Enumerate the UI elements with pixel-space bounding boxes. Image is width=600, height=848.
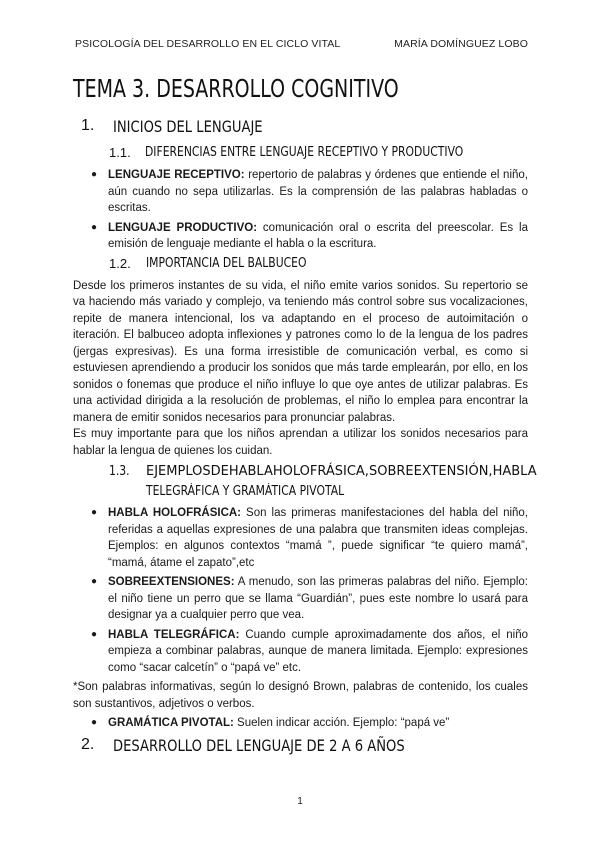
list-item [73, 167, 528, 217]
subsection-1-1-heading [73, 145, 528, 167]
page-number: 1 [297, 796, 303, 807]
list-item-text: comunicación oral o escrita del preescolar. Es la emisión de lenguaje mediante el habla o la escritura. [108, 221, 528, 250]
bullet-icon: ● [91, 576, 98, 587]
section-1-number: 1. [81, 117, 95, 134]
list-item-term: HABLA HOLOFRÁSICA: [108, 507, 242, 519]
bullet-icon: ● [91, 221, 98, 233]
bullet-list-ejemplos [73, 505, 528, 676]
subsection-1-1-number: 1.1. [109, 145, 131, 160]
list-item-term: SOBREEXTENSIONES: [108, 576, 235, 588]
list-item [73, 715, 528, 732]
subsection-1-2-heading [73, 256, 528, 278]
subsection-1-2-number: 1.2. [109, 255, 131, 271]
bullet-icon: ● [91, 717, 98, 728]
header-course-title: PSICOLOGÍA DEL DESARROLLO EN EL CICLO VITAL [75, 38, 341, 50]
paragraph-balbuceo: Desde los primeros instantes de su vida, el niño emite varios sonidos. Su repertorio se va haciendo más variado y complejo, va teniendo más control sobre sus vocalizaciones, repite de manera intencional, los va adaptando en el proceso de autoimitación o iteración. El balbuceo adopta inflexiones y patrones como lo de la lengua de los padres (jergas expresivas). Es una forma irresistible de comunicación verbal, es como si estuviesen aprendiendo a producir los sonidos que más tarde emplearán, por ello, en los sonidos o fonemas que produce el niño influye lo que oye antes de utilizar palabras. Es una actividad dirigida a la resolución de problemas, el niño lo emplea para encontrar la manera de emitir sonidos necesarios para pronunciar palabras. [73, 279, 528, 424]
page-content [73, 74, 537, 762]
bullet-icon: ● [91, 628, 98, 640]
list-item-text: Son las primeras manifestaciones del habla del niño, referidas a aquellas expresiones de una palabra que transmiten ideas complejas. Ejemplos: en algunos contextos “mamá ”, puede significar “te quiero mamá”, “mamá, átame el zapato”,etc [108, 507, 529, 569]
list-item-text: A menudo, son las primeras palabras del niño. Ejemplo: el niño tiene un perro que se llama “Guardián”, pues este nombre lo usará para designar ya a cualquier perro que vea. [108, 576, 528, 621]
list-item [73, 220, 528, 253]
section-2-title: DESARROLLO DEL LENGUAJE DE 2 A 6 AÑOS [113, 735, 405, 755]
list-item-term: LENGUAJE RECEPTIVO: [108, 169, 245, 181]
page-title: TEMA 3. DESARROLLO COGNITIVO [73, 74, 399, 103]
section-1-title: INICIOS DEL LENGUAJE [113, 117, 263, 136]
section-2-number: 2. [81, 735, 95, 753]
header-author: MARÍA DOMÍNGUEZ LOBO [394, 38, 528, 50]
list-item-text: Cuando cumple aproximadamente dos años, el niño empieza a combinar palabras, aunque de manera limitada. Ejemplo: expresiones como “sacar calcetín” o “papá ve” etc. [108, 628, 528, 674]
bullet-icon: ● [91, 169, 98, 180]
subsection-1-1-title: DIFERENCIAS ENTRE LENGUAJE RECEPTIVO Y PRODUCTIVO [144, 145, 463, 160]
list-item-term: GRAMÁTICA PIVOTAL: [108, 717, 234, 729]
subsection-1-3-title-line2: TELEGRÁFICA Y GRAMÁTICA PIVOTAL [146, 484, 345, 499]
list-item [73, 574, 528, 624]
bullet-list-pivotal [73, 715, 528, 732]
list-item-text: Suelen indicar acción. Ejemplo: “papá ve” [233, 717, 450, 729]
section-1-heading [73, 117, 528, 143]
section-2-heading [73, 736, 528, 762]
subsection-1-3-title-line1: EJEMPLOS DE HABLA HOLOFRÁSICA, SOBREEXTENSIÓN, HABLA [146, 464, 537, 479]
list-item-term: HABLA TELEGRÁFICA: [108, 628, 240, 641]
note-paragraph: *Son palabras informativas, según lo designó Brown, palabras de contenido, los cuales son sustantivos, adjetivos o verbos. [73, 681, 528, 710]
subsection-1-2-title: IMPORTANCIA DEL BALBUCEO [146, 255, 307, 271]
list-item [73, 627, 528, 677]
list-item [73, 505, 528, 571]
list-item-term: LENGUAJE PRODUCTIVO: [108, 221, 258, 234]
list-item-text: repertorio de palabras y órdenes que entiende el niño, aún cuando no sepa utilizarlas. Es la comprensión de las palabras habladas o escritas. [108, 169, 528, 214]
subsection-1-3-heading [73, 462, 537, 502]
subsection-1-3-number: 1.3. [109, 464, 130, 479]
bullet-list-lenguaje [73, 167, 528, 253]
bullet-icon: ● [91, 507, 98, 518]
paragraph-importancia: Es muy importante para que los niños aprendan a utilizar los sonidos necesarios para hablar la lengua de quienes los cuidan. [73, 428, 528, 457]
